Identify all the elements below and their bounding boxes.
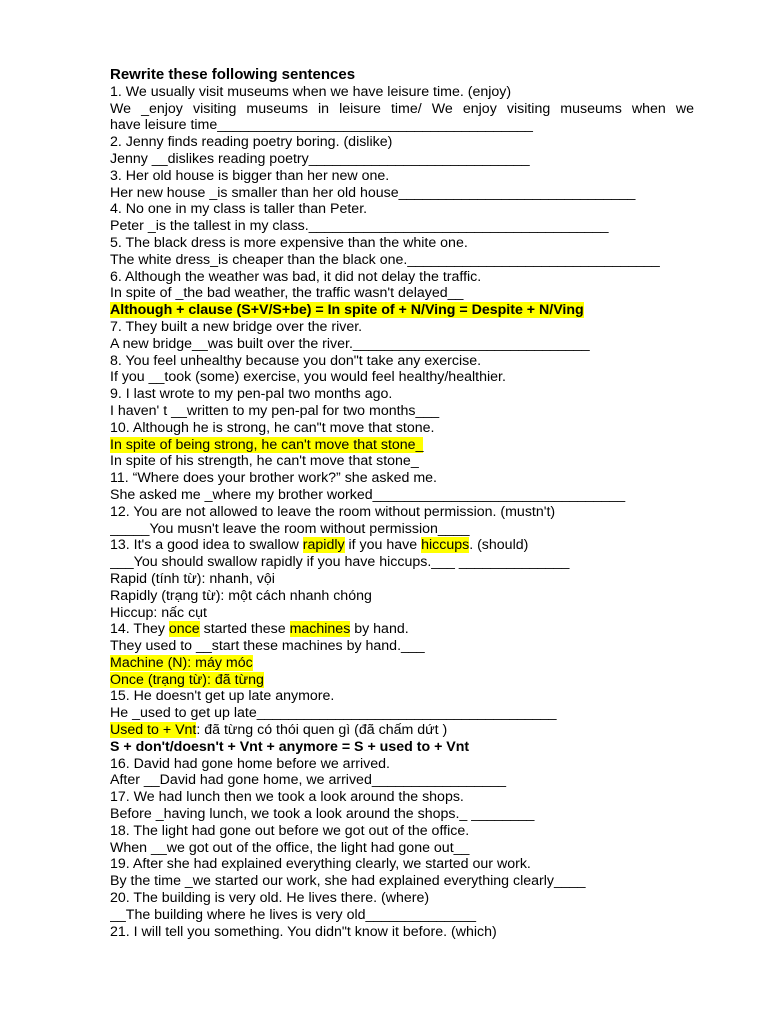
text-segment: The white dress_is cheaper than the black one.________________________________ xyxy=(110,251,660,268)
text-segment: 15. He doesn't get up late anymore. xyxy=(110,688,335,705)
text-line xyxy=(110,856,694,873)
highlighted-text: Although + clause (S+V/S+be) = In spite of + N/Ving = Despite + N/Ving xyxy=(110,302,584,319)
text-line xyxy=(110,285,694,302)
text-segment: started these xyxy=(199,621,290,638)
text-line xyxy=(110,873,694,890)
text-segment: 4. No one in my class is taller than Peter. xyxy=(110,201,368,218)
text-segment: When __we got out of the office, the light had gone out__ xyxy=(110,839,470,856)
text-segment: 16. David had gone home before we arrived. xyxy=(110,755,390,772)
highlighted-text: once xyxy=(168,621,200,638)
text-segment: We _enjoy visiting museums in leisure time/ We enjoy visiting museums when we xyxy=(110,100,694,117)
highlighted-text: Used to + Vnt xyxy=(110,722,197,739)
text-line xyxy=(110,504,694,521)
text-line xyxy=(110,823,694,840)
exercise-lines xyxy=(110,84,694,941)
text-segment: 11. “Where does your brother work?” she asked me. xyxy=(110,470,437,487)
text-line xyxy=(110,235,694,252)
text-segment: In spite of _the bad weather, the traffic wasn't delayed__ xyxy=(110,285,464,302)
text-line xyxy=(110,403,694,420)
text-segment: Peter _is the tallest in my class.______________________________________ xyxy=(110,218,609,235)
text-segment: 7. They built a new bridge over the river. xyxy=(110,318,363,335)
text-segment: By the time _we started our work, she had explained everything clearly____ xyxy=(110,873,586,890)
text-line xyxy=(110,101,694,118)
text-line xyxy=(110,252,694,269)
text-line xyxy=(110,554,694,571)
text-line xyxy=(110,840,694,857)
text-line xyxy=(110,437,694,454)
text-line xyxy=(110,487,694,504)
text-segment: 19. After she had explained everything clearly, we started our work. xyxy=(110,856,531,873)
text-line xyxy=(110,353,694,370)
text-segment: __The building where he lives is very old______________ xyxy=(110,906,476,923)
highlighted-text: Machine (N): máy móc xyxy=(110,654,253,671)
highlighted-text: hiccups xyxy=(421,537,470,554)
text-line xyxy=(110,924,694,941)
text-line xyxy=(110,638,694,655)
text-line xyxy=(110,201,694,218)
text-line xyxy=(110,319,694,336)
highlighted-text: machines xyxy=(289,621,351,638)
worksheet-title: Rewrite these following sentences xyxy=(110,67,356,83)
text-line xyxy=(110,218,694,235)
text-segment: I haven' t __written to my pen-pal for two months___ xyxy=(110,402,440,419)
text-line xyxy=(110,369,694,386)
text-line xyxy=(110,117,694,134)
text-line xyxy=(110,470,694,487)
text-line xyxy=(110,739,694,756)
text-segment: S + don't/doesn't + Vnt + anymore = S + used to + Vnt xyxy=(110,738,470,755)
worksheet-document xyxy=(110,67,694,940)
text-segment: If you __took (some) exercise, you would feel healthy/healthier. xyxy=(110,369,506,386)
text-line xyxy=(110,772,694,789)
text-line xyxy=(110,806,694,823)
text-line xyxy=(110,168,694,185)
highlighted-text: In spite of being strong, he can't move that stone_ xyxy=(110,436,424,453)
text-segment: He _used to get up late______________________________________ xyxy=(110,705,557,722)
text-line xyxy=(110,521,694,538)
text-line xyxy=(110,890,694,907)
text-line xyxy=(110,571,694,588)
text-segment: ___You should swallow rapidly if you have hiccups.___ ______________ xyxy=(110,554,570,571)
text-segment: 12. You are not allowed to leave the room without permission. (mustn't) xyxy=(110,503,556,520)
text-line xyxy=(110,789,694,806)
text-segment: 2. Jenny finds reading poetry boring. (dislike) xyxy=(110,134,393,151)
text-line xyxy=(110,688,694,705)
text-segment: Hiccup: nấc cụt xyxy=(110,604,207,621)
text-line xyxy=(110,605,694,622)
text-segment: 21. I will tell you something. You didn"t know it before. (which) xyxy=(110,923,497,940)
text-line xyxy=(110,386,694,403)
text-segment: : đã từng có thói quen gì (đã chấm dứt ) xyxy=(196,722,448,739)
text-segment: 20. The building is very old. He lives there. (where) xyxy=(110,890,430,907)
text-segment: . (should) xyxy=(469,537,529,554)
text-line xyxy=(110,705,694,722)
highlighted-text: rapidly xyxy=(302,537,345,554)
text-line xyxy=(110,84,694,101)
text-line xyxy=(110,537,694,554)
text-line xyxy=(110,453,694,470)
text-segment: 1. We usually visit museums when we have leisure time. (enjoy) xyxy=(110,83,512,100)
text-segment: have leisure time________________________________________ xyxy=(110,117,533,134)
text-line xyxy=(110,588,694,605)
text-segment: A new bridge__was built over the river.______________________________ xyxy=(110,335,590,352)
text-line xyxy=(110,655,694,672)
text-line xyxy=(110,621,694,638)
text-segment: if you have xyxy=(344,537,422,554)
text-segment: 5. The black dress is more expensive than the white one. xyxy=(110,234,468,251)
text-segment: After __David had gone home, we arrived_________________ xyxy=(110,772,506,789)
highlighted-text: Once (trạng từ): đã từng xyxy=(110,671,264,688)
text-segment: She asked me _where my brother worked________________________________ xyxy=(110,486,626,503)
text-segment: 3. Her old house is bigger than her new one. xyxy=(110,167,390,184)
text-line xyxy=(110,302,694,319)
text-segment: In spite of his strength, he can't move that stone_ xyxy=(110,453,419,470)
text-segment: 8. You feel unhealthy because you don"t take any exercise. xyxy=(110,352,482,369)
text-segment: Rapid (tính từ): nhanh, vội xyxy=(110,570,275,587)
text-line xyxy=(110,756,694,773)
text-line xyxy=(110,420,694,437)
text-segment: 14. They xyxy=(110,621,169,638)
text-segment: Her new house _is smaller than her old house______________________________ xyxy=(110,184,636,201)
text-segment: _____You musn't leave the room without permission____ xyxy=(110,520,470,537)
text-segment: 9. I last wrote to my pen-pal two months ago. xyxy=(110,386,393,403)
text-line xyxy=(110,269,694,286)
text-segment: They used to __start these machines by hand.___ xyxy=(110,638,425,655)
text-segment: 17. We had lunch then we took a look around the shops. xyxy=(110,789,464,806)
text-segment: 13. It's a good idea to swallow xyxy=(110,537,303,554)
text-line xyxy=(110,185,694,202)
text-segment: Before _having lunch, we took a look around the shops._ ________ xyxy=(110,806,535,823)
text-line xyxy=(110,722,694,739)
text-segment: Jenny __dislikes reading poetry____________________________ xyxy=(110,150,530,167)
text-segment: 18. The light had gone out before we got out of the office. xyxy=(110,822,470,839)
text-line xyxy=(110,672,694,689)
text-segment: 10. Although he is strong, he can"t move that stone. xyxy=(110,419,435,436)
text-line xyxy=(110,151,694,168)
text-line xyxy=(110,336,694,353)
text-line xyxy=(110,134,694,151)
text-segment: by hand. xyxy=(350,621,409,638)
text-segment: 6. Although the weather was bad, it did not delay the traffic. xyxy=(110,268,482,285)
text-segment: Rapidly (trạng từ): một cách nhanh chóng xyxy=(110,587,372,604)
text-line xyxy=(110,907,694,924)
